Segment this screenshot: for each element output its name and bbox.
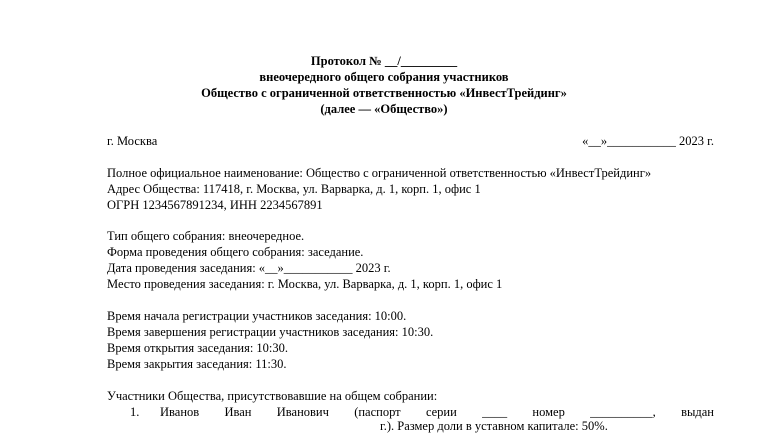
opening-time: Время открытия заседания: 10:30. — [107, 341, 289, 355]
company-full-name: Полное официальное наименование: Общество с ограниченной ответственностью «ИнвестТрейдинг» — [107, 166, 652, 180]
protocol-date: «__»___________ 2023 г. — [582, 134, 714, 148]
meeting-kind-title: внеочередного общего собрания участников — [259, 70, 509, 84]
participant-word: выдан — [681, 405, 714, 419]
meeting-form: Форма проведения общего собрания: заседание. — [107, 245, 364, 259]
participant-word: Иванов — [160, 405, 200, 419]
company-short-title: (далее — «Общество») — [320, 102, 448, 116]
participant-word: Иван — [224, 405, 252, 419]
participant-word: Иванович — [276, 405, 329, 419]
company-title: Общество с ограниченной ответственностью «ИнвестТрейдинг» — [201, 86, 567, 100]
city: г. Москва — [107, 134, 158, 148]
participant-line — [160, 405, 714, 420]
meeting-date: Дата проведения заседания: «__»___________ 2023 г. — [107, 261, 391, 275]
participant-share: г.). Размер доли в уставном капитале: 50%. — [380, 419, 608, 433]
participant-word: номер — [532, 405, 565, 419]
participant-word: (паспорт — [354, 405, 401, 419]
participant-word: серии — [425, 405, 457, 419]
closing-time: Время закрытия заседания: 11:30. — [107, 357, 287, 371]
protocol-title: Протокол № __/_________ — [310, 54, 458, 68]
participants-heading: Участники Общества, присутствовавшие на общем собрании: — [107, 389, 438, 403]
participant-word: __________, — [590, 405, 656, 419]
registration-start-time: Время начала регистрации участников заседания: 10:00. — [107, 309, 407, 323]
participant-word: ____ — [482, 405, 508, 419]
meeting-place: Место проведения заседания: г. Москва, ул. Варварка, д. 1, корп. 1, офис 1 — [107, 277, 503, 291]
company-ids: ОГРН 1234567891234, ИНН 2234567891 — [107, 198, 323, 212]
participant-number: 1. — [130, 405, 140, 419]
meeting-type: Тип общего собрания: внеочередное. — [107, 229, 305, 243]
company-address: Адрес Общества: 117418, г. Москва, ул. Варварка, д. 1, корп. 1, офис 1 — [107, 182, 481, 196]
registration-end-time: Время завершения регистрации участников заседания: 10:30. — [107, 325, 434, 339]
